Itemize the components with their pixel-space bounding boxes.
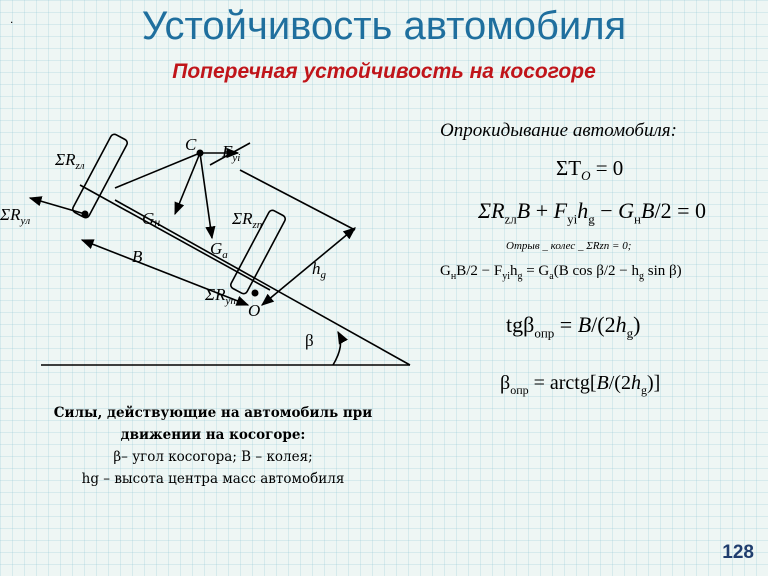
label-fy: $F_{yi}$ <box>222 142 241 164</box>
label-o: O <box>248 301 261 320</box>
equation-3: Отрыв _ колес _ ΣRzп = 0; <box>506 240 632 252</box>
label-ga: $G_a$ <box>210 239 228 261</box>
caption-heading: Силы, действующие на автомобиль при движении на косогоре: <box>53 405 373 443</box>
right-contact <box>252 290 259 297</box>
caption-line-1: β– угол косогора; B – колея; <box>113 449 313 465</box>
figure-caption <box>20 402 406 490</box>
ga-arrow <box>200 153 212 238</box>
page-title: Устойчивость автомобиля <box>141 4 627 48</box>
equation-1: $\Sigma T_O = 0$ <box>556 156 624 184</box>
page-number: 128 <box>722 542 754 563</box>
label-rzp: $\Sigma R_{zп}$ <box>232 209 263 231</box>
label-b: B <box>132 247 143 266</box>
label-ryl: $\Sigma R_{yл}$ <box>0 205 31 227</box>
left-wheel <box>71 133 128 219</box>
page-subtitle: Поперечная устойчивость на косогоре <box>172 60 596 83</box>
equation-2: $\Sigma R_{zл}B + F_{yi}h_g - G_нB/2 = 0$ <box>478 198 706 227</box>
equation-6: $\beta_{опр}$ = $arctg[B/(2h_g)]$ <box>500 372 661 397</box>
label-c: C <box>185 135 197 154</box>
dot-mark: . <box>10 12 14 26</box>
label-beta: β <box>305 331 314 350</box>
caption-line-2: hg – высота центра масс автомобиля <box>81 471 345 487</box>
equation-4: $G_нB/2 - F_{yi}h_g = G_a(B$ $\cos \beta/2 - h_g$ sin β) <box>440 263 682 282</box>
label-rzl: $\Sigma R_{zл}$ <box>55 150 85 172</box>
label-gn: Gн <box>142 209 161 229</box>
label-hg: $h_g$ <box>312 259 326 281</box>
rollover-heading: Опрокидывание автомобиля: <box>440 120 677 141</box>
left-contact <box>82 211 89 218</box>
force-diagram <box>0 0 430 400</box>
center-of-mass <box>197 150 204 157</box>
equation-5: $tg\beta_{опр} = B/(2h_g)$ <box>506 312 641 341</box>
hg-dimension <box>262 228 355 305</box>
label-ryp: $\Sigma R_{yп}$ <box>205 285 236 307</box>
axle-line <box>80 185 270 290</box>
beta-arc <box>333 332 341 365</box>
